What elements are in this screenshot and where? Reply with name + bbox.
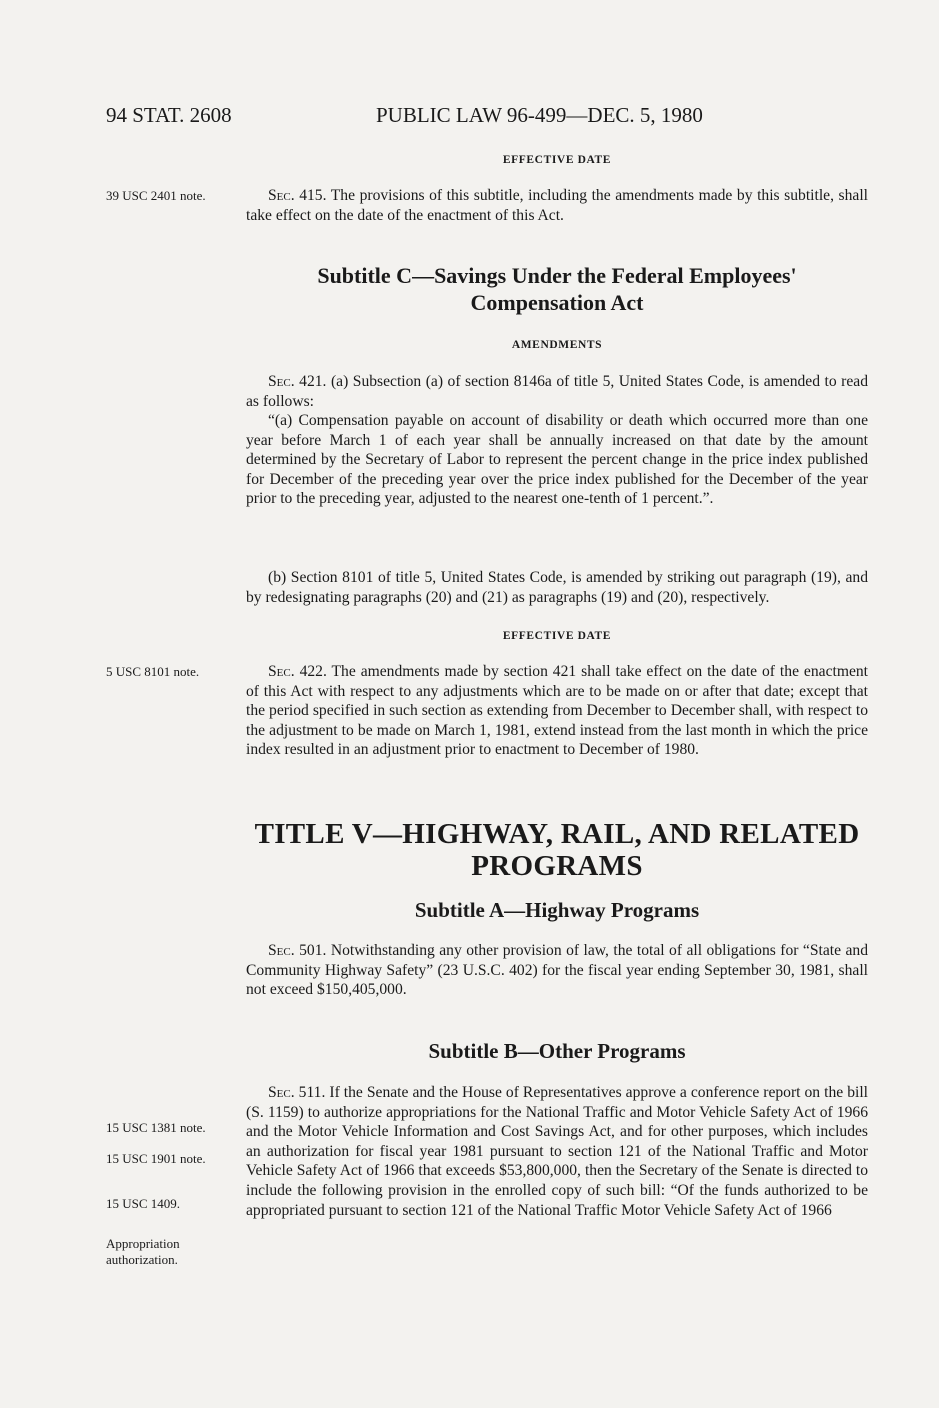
margin-note-15-usc-1901: 15 USC 1901 note. bbox=[106, 1151, 206, 1166]
section-422 bbox=[246, 662, 868, 760]
section-421-b: (b) Section 8101 of title 5, United States Code, is amended by striking out paragraph (19), and by redesignating paragraphs (20) and (21) as paragraphs (19) and (20), respectively. bbox=[246, 569, 868, 606]
title-v-line2: PROGRAMS bbox=[471, 850, 643, 882]
running-header: PUBLIC LAW 96-499—DEC. 5, 1980 bbox=[376, 103, 703, 127]
section-511 bbox=[246, 1083, 868, 1220]
section-422-text: 422. The amendments made by section 421 shall take effect on the date of the enactment of this Act with respect to any adjustments which are to be made on or after that date; except that the period specified in such section as extending from December to December shall, with respect to the adjustment to be made on March 1, 1981, extend instead from the last month in which the price index resulted in an adjustment prior to enactment to December of 1980. bbox=[246, 663, 868, 759]
margin-note-39-usc-2401: 39 USC 2401 note. bbox=[106, 188, 206, 203]
section-421-quoted-text: “(a) Compensation payable on account of disability or death which occurred more than one year before March 1 of each year shall be annually increased on that date by the amount determined by the Secretary of Labor to represent the percent change in the price index published for December of the preceding year over the price index published for the December of the year prior to the preceding year, adjusted to the nearest one-tenth of 1 percent.”. bbox=[246, 412, 868, 508]
section-511-text: 511. If the Senate and the House of Representatives approve a conference report on the bill (S. 1159) to authorize appropriations for the National Traffic and Motor Vehicle Safety Act of 1966 and the Motor Vehicle Information and Cost Savings Act, and for other purposes, which includes an authorization for fiscal year 1981 pursuant to section 121 of the National Traffic and Motor Vehicle Safety Act of 1966 that exceeds $53,800,000, then the Secretary of the Senate is directed to include the following provision in the enrolled copy of such bill: “Of the funds authorized to be appropriated pursuant to section 121 of the National Traffic Motor Vehicle Safety Act of 1966 bbox=[246, 1084, 868, 1219]
section-415-text: 415. The provisions of this subtitle, including the amendments made by this subtitle, shall take effect on the date of the enactment of this Act. bbox=[246, 187, 868, 224]
section-421-a-intro bbox=[246, 372, 868, 411]
sec-label: Sec. bbox=[268, 373, 295, 390]
effective-date-heading-422: EFFECTIVE DATE bbox=[502, 630, 612, 642]
section-415 bbox=[246, 186, 868, 225]
subtitle-c-line2: Compensation Act bbox=[470, 290, 644, 315]
amendments-heading: AMENDMENTS bbox=[511, 339, 603, 351]
section-501 bbox=[246, 941, 868, 1000]
subtitle-b-heading: Subtitle B—Other Programs bbox=[428, 1039, 686, 1063]
margin-note-15-usc-1409: 15 USC 1409. bbox=[106, 1196, 181, 1211]
sec-label: Sec. bbox=[268, 187, 295, 204]
page-stat-number: 94 STAT. 2608 bbox=[106, 103, 232, 127]
subtitle-c-line1: Subtitle C—Savings Under the Federal Employees' bbox=[317, 263, 797, 288]
margin-note-appropriation-authorization: Appropriation authorization. bbox=[106, 1236, 180, 1267]
sec-label: Sec. bbox=[268, 1084, 295, 1101]
subtitle-a-heading: Subtitle A—Highway Programs bbox=[414, 898, 700, 922]
sec-label: Sec. bbox=[268, 942, 295, 959]
margin-note-15-usc-1381: 15 USC 1381 note. bbox=[106, 1120, 206, 1135]
margin-note-5-usc-8101: 5 USC 8101 note. bbox=[106, 664, 200, 679]
section-501-text: 501. Notwithstanding any other provision of law, the total of all obligations for “State and Community Highway Safety” (23 U.S.C. 402) for the fiscal year ending September 30, 1981, shall not exceed $150,405,000. bbox=[246, 942, 868, 999]
effective-date-heading-415: EFFECTIVE DATE bbox=[502, 154, 612, 166]
sec-label: Sec. bbox=[268, 663, 295, 680]
section-421-a-intro-text: 421. (a) Subsection (a) of section 8146a of title 5, United States Code, is amended to read as follows: bbox=[246, 373, 868, 410]
title-v-line1: TITLE V—HIGHWAY, RAIL, AND RELATED bbox=[254, 818, 860, 850]
